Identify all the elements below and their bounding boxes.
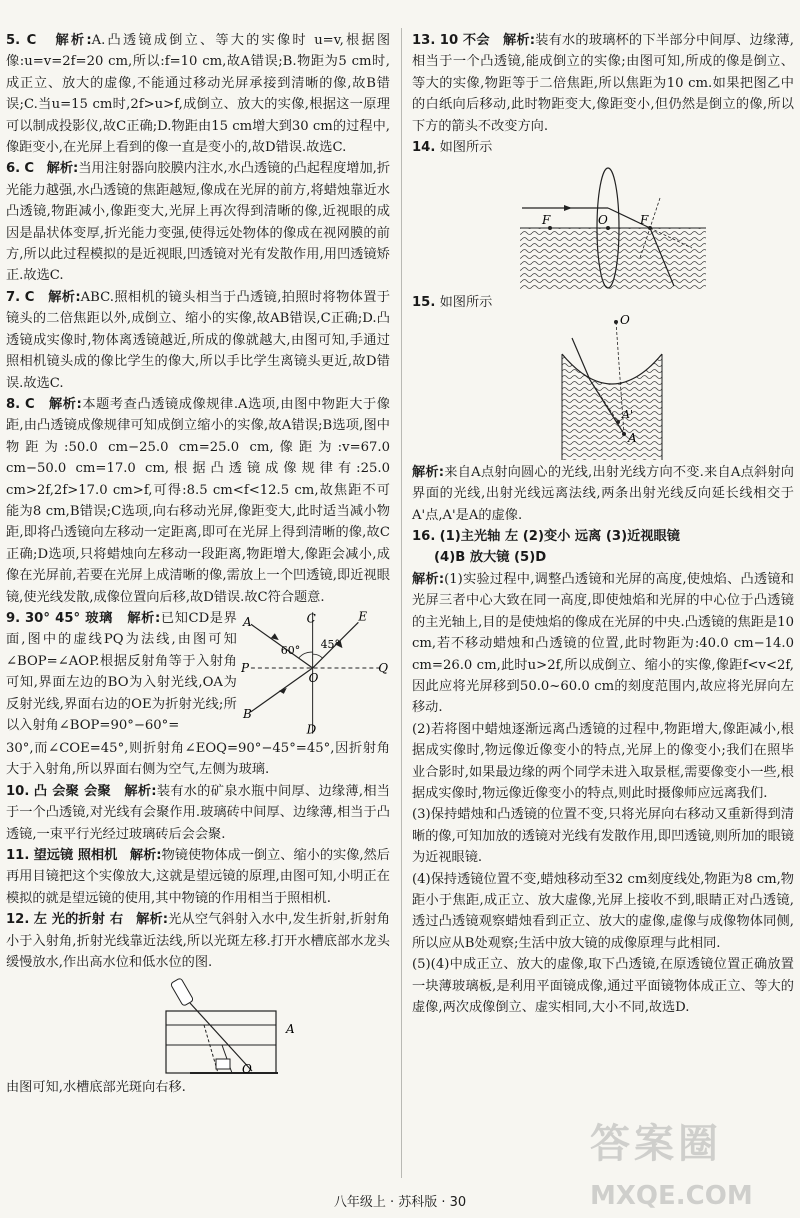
analysis-text: 当用注射器向胶膜内注水,水凸透镜的凸起程度增加,折光能力越强,水凸透镜的焦距越短,像成在光屏的前方,将蜡烛靠近水凸透镜,物距减小,像距变大,光屏上再次得到清晰的像,近视眼的成因是晶状体变厚,折光能力变强,使得远处物体的像成在视网膜的前方,所以此过程模拟的是近视眼,凹透镜对光有发散作用,用凹透镜矫正.故选C. (6, 161, 391, 284)
reflection-refraction-diagram (241, 608, 390, 738)
analysis-label: 解析: (124, 783, 157, 799)
question-text: 如图所示 (439, 295, 493, 311)
question-text: 如图所示 (439, 140, 493, 156)
analysis-text: 光从空气斜射入水中,发生折射,折射角小于入射角,折射光线靠近法线,所以光斑左移.打开水槽底部水龙头缓慢放水,作出高水位和低水位的图. (6, 912, 390, 971)
analysis-label: 解析: (127, 610, 161, 626)
column-divider (401, 28, 402, 1178)
arrow (564, 205, 572, 211)
label-o: O (620, 313, 630, 327)
label-45: 45° (320, 638, 340, 652)
question-9 (6, 608, 390, 781)
water-tank-figure (6, 973, 390, 1077)
point-a (622, 432, 626, 436)
question-number: 6. (6, 161, 21, 177)
analysis-text: 装有水的矿泉水瓶中间厚、边缘薄,相当于一个凸透镜,对光线有会聚作用.玻璃砖中间厚、边缘薄,相当于凸透镜,一束平行光经过玻璃砖后会会聚. (6, 783, 390, 842)
question-number: 15. (412, 295, 436, 311)
label-a: A (286, 1022, 295, 1037)
lens-refraction-diagram (412, 158, 794, 292)
label-b: B (242, 706, 252, 721)
analysis-text: 物镜使物体成一倒立、缩小的实像,然后再用目镜把这个实像放大,这就是望远镜的原理,由图可知,小明正在模拟的就是望远镜的使用,其中物镜的作用相当于照相机. (6, 848, 390, 906)
label-o: O (308, 670, 319, 685)
analysis-p5: (5)(4)中成正立、放大的虚像,取下凸透镜,在原透镜位置正确放置一块薄玻璃板,是利用平面镜成像,通过平面镜物体成正立、等大的虚像,两次成像倒立、虚实相同,大小不同,故选D. (412, 957, 794, 1015)
label-o: O (598, 213, 608, 228)
label-p: P (240, 660, 249, 675)
analysis-text: 已知CD是界面,图中的虚线PQ为法线,由图可知∠BOP=∠AOP.根据反射角等于入射角可知,界面左边的BO为入射光线,OA为反射光线,界面右边的OE为折射光线;所以入射角∠BOP=90°−60°= (6, 610, 237, 733)
right-column (412, 30, 794, 1018)
answer: (1)主光轴 左 (2)变小 远离 (3)近视眼镜 (439, 529, 680, 545)
analysis-text: A.凸透镜成倒立、等大的实像时 u=v,根据图像:u=v=2f=20 cm,所以:f=10 cm,故A错误;B.物距为5 cm时,成正立、放大的虚像,不能通过移动光屏承接到清晰的像,故B错误;C.当u=15 cm时,2f>u>f,成倒立、放大的实像,根据这一原理可以制成投影仪,故C正确;D.物距由15 cm增大到30 cm的过程中,像距变小,在光屏上看到的像一直是变小的,故D错误.故选C. (6, 33, 391, 156)
analysis-label: 解析: (412, 571, 445, 587)
label-d: D (306, 722, 316, 737)
figure-15 (412, 314, 794, 462)
question-number: 14. (412, 140, 436, 156)
question-number: 13. (412, 33, 436, 48)
answer: C (24, 289, 35, 305)
label-o: O (242, 1062, 252, 1077)
label-f-left: F (542, 213, 551, 228)
analysis-p1: (1)实验过程中,调整凸透镜和光屏的高度,使烛焰、凸透镜和光屏三者中心大致在同一高度,即使烛焰和光屏的中心位于凸透镜的主光轴上,目的是使烛焰的像成在光屏的中央.凸透镜的焦距是10 cm,若不移动蜡烛和凸透镜的位置,此时物距为:40.0 cm−14.0 cm=26.0 cm,此时u>2f,所以成倒立、缩小的实像,像距f<v<2f,因此应将光屏移到50.0~60.0 cm的刻度范围内,故应将光屏向左移动. (412, 571, 794, 716)
point-a-prime (616, 420, 620, 424)
question-number: 11. (6, 848, 30, 863)
question-number: 9. (6, 610, 21, 626)
curved-surface-diagram (412, 314, 794, 462)
analysis-label: 解析: (55, 33, 92, 48)
question-15 (412, 292, 794, 313)
question-number: 8. (6, 396, 21, 412)
question-11 (6, 845, 390, 909)
question-number: 7. (6, 289, 21, 305)
answer: C (24, 161, 35, 177)
question-10 (6, 781, 390, 845)
answer: 凸 会聚 会聚 (33, 783, 111, 799)
label-q: Q (378, 660, 388, 675)
analysis-text: 本题考查凸透镜成像规律.A选项,由图中物距大于像距,由凸透镜成像规律可知成倒立缩小的实像,故A错误;B选项,图中物距为:50.0 cm−25.0 cm=25.0 cm,像距为:v=67.0 cm−50.0 cm=17.0 cm,根据凸透镜成像规律有:25.0 cm>2f,2f>17.0 cm>f,可得:8.5 cm<f<12.5 cm,故焦距不可能为8 cm,B错误;C选项,向右移动光屏,像距变大,此时适当减小物距,即将凸透镜向左移动一定距离,即可在光屏上得到清晰的像,故C正确;D选项,只将蜡烛向左移动一段距离,物距增大,像距会减小,成像在光屏前,若要在光屏上成清晰的像,需放上一个凹透镜,即近视眼镜,使光线发散,成像位置向后移,故D错误.故C符合题意. (6, 396, 390, 605)
question-12 (6, 909, 390, 973)
answer: 左 光的折射 右 (33, 912, 124, 928)
tap-icon (216, 1059, 230, 1069)
question-number: 10. (6, 783, 30, 799)
analysis-text: 来自A点射向圆心的光线,出射光线方向不变.来自A点斜射向界面的光线,出射光线远离法线,两条出射光线反向延长线相交于A'点,A'是A的虚像. (412, 464, 794, 523)
left-column (6, 30, 390, 1099)
question-5 (6, 30, 390, 158)
water-tank-diagram (6, 973, 390, 1077)
watermark-top: 答案圈 (590, 1121, 722, 1167)
label-c: C (306, 611, 316, 626)
question-16 (412, 526, 794, 1018)
analysis-p3: (3)保持蜡烛和凸透镜的位置不变,只将光屏向右移动又重新得到清晰的像,可知加放的透镜对光线有发散作用,即凹透镜,则所加的眼镜为近视眼镜. (412, 807, 794, 866)
analysis-text: ABC.照相机的镜头相当于凸透镜,拍照时将物体置于镜头的二倍焦距以外,成倒立、缩小的实像,故AB错误,C正确;D.凸透镜成实像时,物体离透镜越近,所成的像就越大,由图可知,手通过照相机镜头成的像比学生的像大,所以手比学生离镜头更近,故D错误.故选C. (6, 289, 391, 391)
question-15-analysis (412, 462, 794, 526)
question-number: 12. (6, 912, 30, 928)
analysis-label: 解析: (412, 464, 445, 480)
answer-2: (4)B 放大镜 (5)D (434, 550, 547, 566)
label-a: A (242, 615, 252, 630)
answer: 30° 45° 玻璃 (25, 610, 113, 626)
analysis-p2: (2)若将图中蜡烛逐渐远离凸透镜的过程中,物距增大,像距减小,根据成实像时,物远像近像变小的特点,光屏上的像变小;我们在照毕业合影时,如果最边缘的两个同学未进入取景框,需要像变小一些,根据成实像时,物远像近像变小的特点,则此时摄像师应远离我们. (412, 721, 794, 801)
label-a: A (628, 430, 637, 445)
figure-14 (412, 158, 794, 292)
analysis-p4: (4)保持透镜位置不变,蜡烛移动至32 cm刻度线处,物距为8 cm,物距小于焦距,成正立、放大虚像,光屏上接收不到,眼睛正对凸透镜,透过凸透镜观察蜡烛看到正立、放大的虚像,虚像与成像物体同侧,所以应从B处观察;生活中放大镜的成像原理与此相同. (412, 871, 794, 951)
angle-arc-45 (312, 654, 322, 658)
analysis-label: 解析: (502, 33, 536, 48)
label-f-right: F (640, 213, 649, 228)
angle-arc-60 (298, 652, 312, 658)
label-a-prime: A' (622, 407, 633, 421)
question-12-conclusion: 由图可知,水槽底部光斑向右移. (6, 1080, 186, 1096)
question-14 (412, 137, 794, 158)
answer: C (24, 396, 35, 412)
label-e: E (358, 609, 367, 624)
page-footer: 八年级上 · 苏科版 · 30 (333, 1195, 467, 1210)
analysis-label: 解析: (48, 396, 82, 412)
label-60: 60° (280, 644, 300, 658)
analysis-label: 解析: (46, 161, 79, 177)
question-number: 16. (412, 529, 436, 545)
answer: C (26, 33, 37, 48)
question-8 (6, 394, 390, 608)
analysis-label: 解析: (129, 848, 162, 863)
question-7 (6, 287, 390, 394)
watermark-bottom: MXQE.COM (590, 1181, 753, 1211)
question-13 (412, 30, 794, 137)
question-6 (6, 158, 390, 286)
answer: 10 不会 (439, 33, 490, 48)
question-number: 5. (6, 33, 21, 48)
laser-pointer-icon (170, 978, 193, 1007)
analysis-label: 解析: (48, 289, 81, 305)
analysis-label: 解析: (136, 912, 169, 928)
answer: 望远镜 照相机 (33, 848, 118, 863)
analysis-text: 装有水的玻璃杯的下半部分中间厚、边缘薄,相当于一个凸透镜,能成倒立的实像;由图可知,所成的像是倒立、等大的实像,物距等于二倍焦距,所以焦距为10 cm.如果把图乙中的白纸向后移动,此时物距变大,像距变小,但仍然是倒立的像,所以下方的箭头不改变方向. (412, 33, 794, 134)
focus-right (648, 226, 652, 230)
analysis-text-cont: 30°,而∠COE=45°,则折射角∠EOQ=90°−45°=45°,因折射角大于入射角,所以界面右侧为空气,左侧为玻璃. (6, 740, 390, 778)
